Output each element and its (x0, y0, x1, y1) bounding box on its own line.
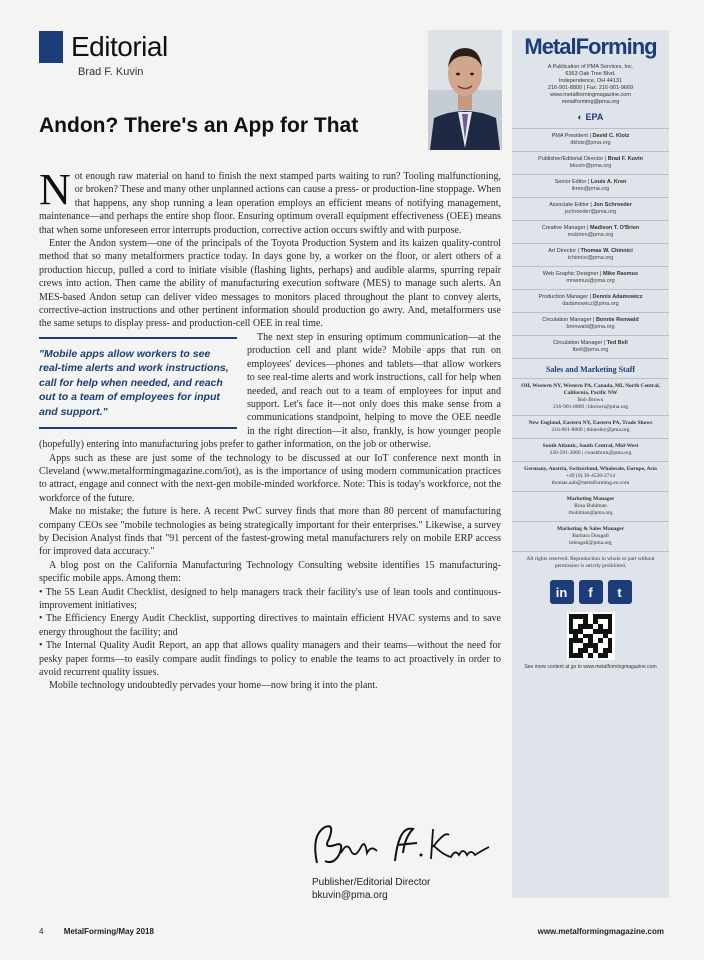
signature-email: bkuvin@pma.org (312, 890, 388, 901)
drop-cap: N (39, 165, 71, 214)
issue-line: MetalForming/May 2018 (63, 927, 154, 936)
staff-email[interactable]: tbell@pma.org (572, 347, 609, 353)
staff-entry (512, 289, 669, 312)
staff-name: Louis A. Kren (590, 179, 627, 185)
staff-name: Madison T. O'Brien (589, 225, 640, 231)
article-headline: Andon? There's an App for That (39, 114, 359, 137)
staff-email[interactable]: jschroeder@pma.org (564, 209, 617, 215)
bullet-3: • The Internal Quality Audit Report, an app that allows quality managers and their teams—without the need for pesky paper forms—to easily compare audit findings to policy to enable the teams to act proactively in order to avoid recurrent quality issues. (39, 640, 501, 679)
sales-heading: Sales and Marketing Staff (512, 358, 669, 378)
staff-name: Dennis Adamowicz (592, 294, 643, 300)
staff-email[interactable]: dadamowicz@pma.org (562, 301, 619, 307)
sales-region (512, 415, 669, 438)
staff-role: PMA President | (551, 133, 593, 139)
address-line: 216-901-8800 | Fax: 216-901-9669 (547, 85, 634, 91)
staff-name: Ted Bell (606, 340, 628, 346)
staff-role: Production Manager | (538, 294, 593, 300)
author-byline: Brad F. Kuvin (78, 66, 144, 78)
epa-logo: ◐ EPA (577, 112, 604, 122)
paragraph-1 (39, 165, 501, 237)
region-title: Marketing & Sales Manager (556, 526, 625, 532)
paragraph-7: Mobile technology undoubtedly pervades your home—now bring it into the plant. (49, 680, 378, 692)
author-photo (428, 30, 502, 150)
sales-region (512, 438, 669, 461)
staff-email[interactable]: mrasmus@pma.org (566, 278, 615, 284)
staff-entry (512, 220, 669, 243)
staff-name: Mike Rasmus (602, 271, 639, 277)
staff-entry (512, 266, 669, 289)
sales-regions (512, 378, 669, 551)
staff-name: David C. Klotz (592, 133, 630, 139)
staff-role: Art Director | (548, 248, 581, 254)
staff-email[interactable]: mobrien@pma.org (567, 232, 614, 238)
pull-quote: "Mobile apps allow workers to see real-time alerts and work instructions, call for help when needed, and reach out to a team of employees for input and support." (39, 337, 237, 430)
masthead-sidebar (512, 30, 669, 898)
staff-entry (512, 128, 669, 151)
address-line: Independence, OH 44131 (559, 78, 622, 84)
staff-email[interactable]: dklotz@pma.org (570, 140, 611, 146)
staff-entry (512, 243, 669, 266)
rights-notice: All rights reserved. Reproduction in whole or part without permission is strictly prohibited. (512, 551, 669, 574)
region-contact: Barbara Dougall (572, 533, 609, 539)
region-contact: +49 (0) 30-4530-2714 (566, 473, 615, 479)
staff-email[interactable]: brenwald@pma.org (566, 324, 615, 330)
staff-name: Bonnie Renwald (595, 317, 639, 323)
staff-name: Jon Schroeder (593, 202, 632, 208)
region-title: OH, Western NY, Western PA, Canada, MI, North Central, California, Pacific NW (521, 383, 660, 396)
staff-role: Circulation Manager | (542, 317, 596, 323)
paragraph-5: Make no mistake; the future is here. A recent PwC survey finds that more than 80 percent of manufacturing company CEOs see "mobile technologies as being strategically important for their enterprises." Likewise, a survey by Decision Analyst finds that "91 percent of the fastest-growing metal manufacturers rely on mobile ERP access for improved data accuracy." (39, 506, 501, 558)
region-title: Germany, Austria, Switzerland, Wholesale, Europe, Asia (524, 466, 657, 472)
staff-email[interactable]: tchinnici@pma.org (567, 255, 614, 261)
sales-region (512, 521, 669, 551)
region-contact: rbuhlman@pma.org (568, 510, 613, 516)
region-title: South Atlantic, South Central, Mid-West (542, 443, 639, 449)
staff-role: Web Graphic Designer | (542, 271, 603, 277)
region-contact: 216-901-8800 | thinesley@pma.org (551, 427, 630, 433)
signature-block (312, 876, 430, 902)
region-title: Marketing Manager (566, 496, 615, 502)
section-title: Editorial (71, 31, 168, 62)
region-contact: bdougall@pma.org (569, 540, 612, 546)
facebook-icon[interactable]: f (579, 580, 603, 604)
staff-role: Associate Editor | (549, 202, 594, 208)
social-links (512, 580, 669, 604)
paragraph-1-text: ot enough raw material on hand to finish the next stamped parts waiting to run? Tooling malfunctioning, or broken? These and many other unplanned actions can cause a press- or production-line stoppage. When that happens, any shop running a lean operation employs an efficient means of notifying management, maintenance—and perhaps the entire shop floor. Ensuring optimum overall equipment effectiveness (OEE) means that when some unforeseen error interrupts production, corrective action occurs swiftly and with purpose. (39, 171, 501, 236)
handwritten-signature (305, 815, 495, 875)
staff-entry (512, 174, 669, 197)
sales-region (512, 461, 669, 491)
staff-role: Creative Manager | (541, 225, 590, 231)
region-contact: thomas.aub@metalforming.eu.com (551, 480, 630, 486)
region-contact: Rosa Buhlman (574, 503, 607, 509)
paragraph-2: Enter the Andon system—one of the principals of the Toyota Production System and its kaizen quality-control method that so many metalformers practice today. In days gone by, a worker on the floor, or alert others of a production hiccup, pulled a cord to initiate visible (flashing lights, perhaps) and audible alarms, spurring repair crews into action. Then came the ability of manufacturing execution software (MES) to manage such alerts. An MES-based Andon setup can deliver video messages to monitors placed throughout the plant to convey alerts, corrective-action instructions and other pertinent information should production go awry. And, metalformers use the same setups to display press- and production-cell OEE in real time. (39, 238, 501, 330)
staff-email[interactable]: bkuvin@pma.org (569, 163, 612, 169)
staff-role: Publisher/Editorial Director | (538, 156, 608, 162)
article-body (39, 165, 501, 693)
linkedin-icon[interactable]: in (550, 580, 574, 604)
paragraph-4: Apps such as these are just some of the technology to be discussed at our IoT conference next month in Cleveland (www.metalformingmagazine.com/iot), as is the importance of using modern communication practices to attract, engage and connect with the next-gen mobile-minded workforce. Note: This is today's workforce, not the workforce of the future. (39, 452, 501, 504)
region-title: New England, Eastern NY, Eastern PA, Trade Shows (528, 420, 653, 426)
epa-text: EPA (585, 112, 604, 122)
staff-list (512, 128, 669, 358)
staff-role: Circulation Manager | (553, 340, 607, 346)
magazine-logo: MetalForming (524, 34, 657, 59)
address-line: 6363 Oak Tree Blvd. (565, 71, 616, 77)
signature-title: Publisher/Editorial Director (312, 877, 431, 888)
staff-name: Brad F. Kuvin (607, 156, 643, 162)
staff-entry (512, 335, 669, 358)
section-header (39, 30, 168, 64)
address-line: metalforming@pma.org (561, 99, 620, 105)
bullet-2: • The Efficiency Energy Audit Checklist, supporting directives to maintain efficient HVAC systems and to save energy throughout the facility; and (39, 613, 501, 638)
section-color-bar (39, 31, 63, 63)
staff-name: Thomas W. Chinnici (580, 248, 633, 254)
paragraph-3: The next step in ensuring optimum communication—at the production cell and plant wide? Mobile apps that run on employees' devices—phones and tablets—that allow workers to see real-time alerts and work instructions, call for help when needed, and reach out to a team of employees for input and support. Let's face it—not only does this make sense from a communications standpoint, helping to move the OEE needle in the right direction—it also, frankly, is how younger people (hopefully) entering into manufacturing jobs prefer to gather information, on the job or otherwise. (39, 331, 501, 451)
bullet-1: • The 5S Lean Audit Checklist, designed to help managers track their facility's use of lean tools and continuous-improvement initiatives; (39, 586, 501, 611)
staff-entry (512, 197, 669, 220)
address-line: www.metalformingmagazine.com (550, 92, 631, 98)
qr-code[interactable] (567, 612, 615, 660)
sales-region (512, 378, 669, 415)
staff-email[interactable]: lkren@pma.org (571, 186, 610, 192)
staff-entry (512, 151, 669, 174)
qr-note: See more content at go to www.metalformingmagazine.com (524, 664, 657, 670)
footer-left (39, 927, 154, 936)
publisher-address (512, 64, 669, 106)
staff-entry (512, 312, 669, 335)
region-contact: Bob Brown (577, 397, 604, 403)
page-number: 4 (39, 927, 44, 936)
region-contact: 216-901-8800 | bbrown@pma.org (553, 404, 628, 410)
paragraph-6: A blog post on the California Manufacturing Technology Consulting website identifies 15 manufacturing-specific mobile apps. Among them: (39, 559, 501, 585)
sales-region (512, 491, 669, 521)
footer-url: www.metalformingmagazine.com (537, 927, 664, 936)
staff-role: Senior Editor | (554, 179, 591, 185)
twitter-icon[interactable]: t (608, 580, 632, 604)
address-line: A Publication of PMA Services, Inc. (547, 64, 634, 70)
region-contact: 330-591-3066 | cwashburn@pma.org (549, 450, 632, 456)
